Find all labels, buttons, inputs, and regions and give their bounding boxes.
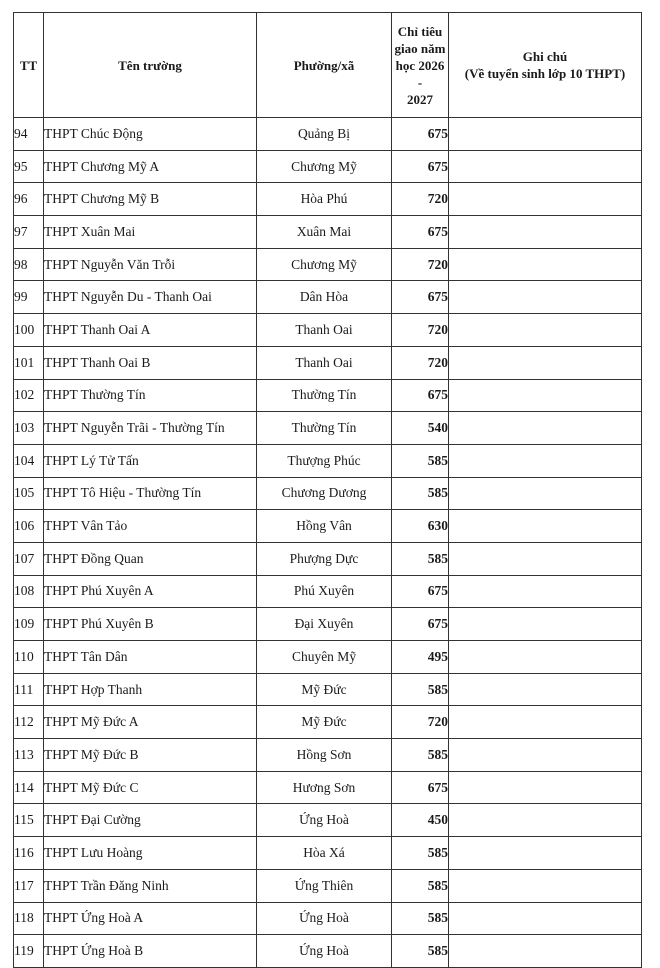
row-number: 102 xyxy=(14,379,44,412)
quota-value: 720 xyxy=(392,314,449,347)
quota-value: 450 xyxy=(392,804,449,837)
row-number: 107 xyxy=(14,542,44,575)
quota-value: 675 xyxy=(392,150,449,183)
school-name: THPT Nguyễn Văn Trỗi xyxy=(44,248,257,281)
school-name: THPT Đại Cường xyxy=(44,804,257,837)
note-cell xyxy=(449,346,642,379)
table-row xyxy=(14,183,642,216)
school-name: THPT Mỹ Đức C xyxy=(44,771,257,804)
quota-value: 720 xyxy=(392,346,449,379)
table-row xyxy=(14,379,642,412)
note-cell xyxy=(449,673,642,706)
ward-name: Quảng Bị xyxy=(257,118,392,151)
header-school: Tên trường xyxy=(44,13,257,118)
ward-name: Thường Tín xyxy=(257,412,392,445)
ward-name: Ứng Hoà xyxy=(257,935,392,968)
ward-name: Chương Mỹ xyxy=(257,248,392,281)
school-name: THPT Thanh Oai A xyxy=(44,314,257,347)
school-quota-table xyxy=(13,12,642,968)
note-cell xyxy=(449,118,642,151)
table-row xyxy=(14,444,642,477)
quota-value: 585 xyxy=(392,477,449,510)
school-name: THPT Trần Đăng Ninh xyxy=(44,869,257,902)
quota-value: 585 xyxy=(392,739,449,772)
row-number: 106 xyxy=(14,510,44,543)
quota-value: 585 xyxy=(392,444,449,477)
school-name: THPT Lưu Hoàng xyxy=(44,837,257,870)
note-cell xyxy=(449,902,642,935)
note-cell xyxy=(449,641,642,674)
header-tt: TT xyxy=(14,13,44,118)
row-number: 105 xyxy=(14,477,44,510)
note-cell xyxy=(449,510,642,543)
ward-name: Phú Xuyên xyxy=(257,575,392,608)
school-name: THPT Chương Mỹ A xyxy=(44,150,257,183)
note-cell xyxy=(449,281,642,314)
school-name: THPT Đồng Quan xyxy=(44,542,257,575)
ward-name: Chuyên Mỹ xyxy=(257,641,392,674)
quota-value: 585 xyxy=(392,935,449,968)
header-note xyxy=(449,13,642,118)
note-cell xyxy=(449,575,642,608)
school-name: THPT Vân Tảo xyxy=(44,510,257,543)
table-row xyxy=(14,542,642,575)
note-cell xyxy=(449,542,642,575)
table-row xyxy=(14,804,642,837)
row-number: 118 xyxy=(14,902,44,935)
note-cell xyxy=(449,150,642,183)
note-cell xyxy=(449,379,642,412)
table-row xyxy=(14,346,642,379)
row-number: 99 xyxy=(14,281,44,314)
note-cell xyxy=(449,869,642,902)
row-number: 113 xyxy=(14,739,44,772)
ward-name: Phượng Dực xyxy=(257,542,392,575)
row-number: 119 xyxy=(14,935,44,968)
note-cell xyxy=(449,935,642,968)
table-body xyxy=(14,118,642,968)
school-name: THPT Hợp Thanh xyxy=(44,673,257,706)
school-name: THPT Nguyễn Du - Thanh Oai xyxy=(44,281,257,314)
row-number: 95 xyxy=(14,150,44,183)
note-cell xyxy=(449,706,642,739)
table-row xyxy=(14,869,642,902)
table-row xyxy=(14,935,642,968)
table-row xyxy=(14,837,642,870)
ward-name: Ứng Hoà xyxy=(257,902,392,935)
school-name: THPT Lý Tử Tấn xyxy=(44,444,257,477)
table-row xyxy=(14,902,642,935)
note-cell xyxy=(449,837,642,870)
quota-value: 495 xyxy=(392,641,449,674)
quota-value: 675 xyxy=(392,216,449,249)
table-row xyxy=(14,477,642,510)
header-note-text: Ghi chú (Về tuyển sinh lớp 10 THPT) xyxy=(464,49,626,81)
ward-name: Thanh Oai xyxy=(257,346,392,379)
table-row xyxy=(14,739,642,772)
row-number: 109 xyxy=(14,608,44,641)
table-row xyxy=(14,248,642,281)
table-row xyxy=(14,771,642,804)
ward-name: Hòa Xá xyxy=(257,837,392,870)
table-row xyxy=(14,314,642,347)
note-cell xyxy=(449,444,642,477)
quota-value: 675 xyxy=(392,118,449,151)
quota-value: 585 xyxy=(392,673,449,706)
row-number: 111 xyxy=(14,673,44,706)
note-cell xyxy=(449,608,642,641)
ward-name: Ứng Hoà xyxy=(257,804,392,837)
school-name: THPT Xuân Mai xyxy=(44,216,257,249)
ward-name: Xuân Mai xyxy=(257,216,392,249)
table-row xyxy=(14,118,642,151)
table-row xyxy=(14,510,642,543)
table-row xyxy=(14,150,642,183)
quota-value: 585 xyxy=(392,902,449,935)
quota-value: 675 xyxy=(392,281,449,314)
school-name: THPT Ứng Hoà A xyxy=(44,902,257,935)
school-name: THPT Phú Xuyên A xyxy=(44,575,257,608)
quota-value: 585 xyxy=(392,869,449,902)
table-row xyxy=(14,706,642,739)
row-number: 115 xyxy=(14,804,44,837)
school-name: THPT Chương Mỹ B xyxy=(44,183,257,216)
ward-name: Hòa Phú xyxy=(257,183,392,216)
note-cell xyxy=(449,183,642,216)
note-cell xyxy=(449,248,642,281)
school-name: THPT Chúc Động xyxy=(44,118,257,151)
ward-name: Mỹ Đức xyxy=(257,706,392,739)
quota-value: 585 xyxy=(392,837,449,870)
note-cell xyxy=(449,216,642,249)
note-cell xyxy=(449,739,642,772)
quota-value: 720 xyxy=(392,183,449,216)
quota-value: 675 xyxy=(392,575,449,608)
row-number: 108 xyxy=(14,575,44,608)
quota-value: 675 xyxy=(392,771,449,804)
ward-name: Hồng Sơn xyxy=(257,739,392,772)
table-row xyxy=(14,412,642,445)
school-name: THPT Thanh Oai B xyxy=(44,346,257,379)
ward-name: Thanh Oai xyxy=(257,314,392,347)
school-name: THPT Mỹ Đức B xyxy=(44,739,257,772)
school-name: THPT Nguyễn Trãi - Thường Tín xyxy=(44,412,257,445)
school-name: THPT Phú Xuyên B xyxy=(44,608,257,641)
row-number: 98 xyxy=(14,248,44,281)
row-number: 100 xyxy=(14,314,44,347)
ward-name: Ứng Thiên xyxy=(257,869,392,902)
quota-value: 540 xyxy=(392,412,449,445)
ward-name: Hồng Vân xyxy=(257,510,392,543)
row-number: 110 xyxy=(14,641,44,674)
header-quota xyxy=(392,13,449,118)
quota-value: 675 xyxy=(392,608,449,641)
school-name: THPT Mỹ Đức A xyxy=(44,706,257,739)
quota-value: 720 xyxy=(392,248,449,281)
table-row xyxy=(14,608,642,641)
ward-name: Chương Dương xyxy=(257,477,392,510)
note-cell xyxy=(449,412,642,445)
ward-name: Chương Mỹ xyxy=(257,150,392,183)
row-number: 116 xyxy=(14,837,44,870)
ward-name: Thường Tín xyxy=(257,379,392,412)
ward-name: Thượng Phúc xyxy=(257,444,392,477)
ward-name: Đại Xuyên xyxy=(257,608,392,641)
table-header xyxy=(14,13,642,118)
row-number: 114 xyxy=(14,771,44,804)
row-number: 94 xyxy=(14,118,44,151)
note-cell xyxy=(449,771,642,804)
row-number: 103 xyxy=(14,412,44,445)
school-name: THPT Tô Hiệu - Thường Tín xyxy=(44,477,257,510)
quota-value: 675 xyxy=(392,379,449,412)
note-cell xyxy=(449,314,642,347)
table-row xyxy=(14,673,642,706)
quota-value: 720 xyxy=(392,706,449,739)
row-number: 96 xyxy=(14,183,44,216)
header-quota-text: Chỉ tiêu giao năm học 2026 - 2027 xyxy=(394,23,446,107)
row-number: 112 xyxy=(14,706,44,739)
table-row xyxy=(14,641,642,674)
ward-name: Dân Hòa xyxy=(257,281,392,314)
school-name: THPT Tân Dân xyxy=(44,641,257,674)
ward-name: Hương Sơn xyxy=(257,771,392,804)
note-cell xyxy=(449,804,642,837)
row-number: 104 xyxy=(14,444,44,477)
ward-name: Mỹ Đức xyxy=(257,673,392,706)
school-name: THPT Thường Tín xyxy=(44,379,257,412)
row-number: 97 xyxy=(14,216,44,249)
table-row xyxy=(14,216,642,249)
row-number: 117 xyxy=(14,869,44,902)
note-cell xyxy=(449,477,642,510)
school-name: THPT Ứng Hoà B xyxy=(44,935,257,968)
quota-value: 585 xyxy=(392,542,449,575)
table-row xyxy=(14,281,642,314)
quota-value: 630 xyxy=(392,510,449,543)
row-number: 101 xyxy=(14,346,44,379)
header-ward: Phường/xã xyxy=(257,13,392,118)
table-row xyxy=(14,575,642,608)
